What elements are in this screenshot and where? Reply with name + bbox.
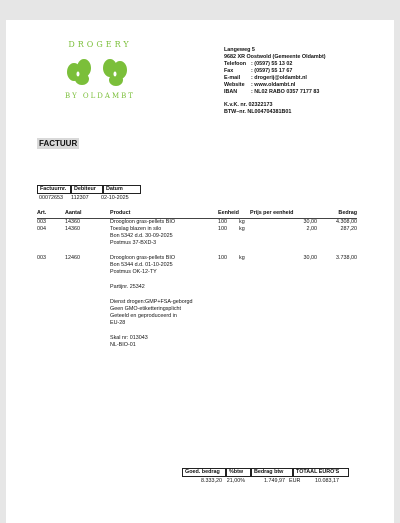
table-row xyxy=(37,226,357,233)
meta-header-datum: Datum xyxy=(103,185,141,194)
cell-prijs: 30,00 xyxy=(303,255,317,261)
company-btw: BTW–nr. NL004704381B01 xyxy=(224,109,292,115)
company-row-key: IBAN xyxy=(224,89,238,95)
document-title: FACTUUR xyxy=(39,139,78,148)
cell-eenheid: 100 xyxy=(218,226,227,232)
line-description: Bon 5344 d.d. 01-10-2025 xyxy=(110,262,173,268)
company-kvk: K.v.K. nr. 02322173 xyxy=(224,102,273,108)
items-header xyxy=(37,210,357,219)
cell-aantal: 12460 xyxy=(65,255,80,261)
totals-currency: EUR xyxy=(289,478,301,484)
totals-goed: 8.333,20 xyxy=(201,478,222,484)
cell-art: 004 xyxy=(37,226,46,232)
line-description: Bon 5342 d.d. 30-09-2025 xyxy=(110,233,173,239)
frame-top xyxy=(0,0,400,20)
clover-leaves-icon xyxy=(60,52,140,92)
cell-eenheid: 100 xyxy=(218,255,227,261)
meta-value-factuurnr: 00072653 xyxy=(39,195,63,201)
company-row-value: : NL02 RABO 0357 7177 83 xyxy=(251,89,320,95)
totals-header-btw-amount: Bedrag btw xyxy=(251,468,293,477)
cell-unit: kg xyxy=(239,255,245,261)
totals-header-total: TOTAAL EURO'S xyxy=(293,468,349,477)
logo-text-top: DROGERY xyxy=(68,40,132,49)
totals-btw-pct: 21,00% xyxy=(226,478,245,484)
cell-unit: kg xyxy=(239,219,245,225)
totals-total-cell xyxy=(287,478,341,485)
company-logo xyxy=(40,40,160,110)
meta-value-datum: 02-10-2025 xyxy=(101,195,129,201)
company-city: 9682 XR Oostwold (Gemeente Oldambt) xyxy=(224,54,326,60)
meta-header-debiteur: Debiteur xyxy=(71,185,103,194)
header-aantal: Aantal xyxy=(65,210,82,216)
table-row xyxy=(37,219,357,226)
totals-total: 10.083,17 xyxy=(315,478,339,484)
meta-header-factuurnr: Factuurnr. xyxy=(37,185,71,194)
header-product: Product xyxy=(110,210,131,216)
cell-aantal: 14360 xyxy=(65,226,80,232)
cell-eenheid: 100 xyxy=(218,219,227,225)
company-row-key: Fax xyxy=(224,68,234,74)
frame-left xyxy=(0,0,6,523)
invoice-totals xyxy=(182,468,349,485)
skal-line: Skal nr: 013043 xyxy=(110,335,148,341)
note-line: Geteeld en geproduceerd in xyxy=(110,313,177,319)
company-row xyxy=(224,75,326,82)
header-eenheid: Eenheid xyxy=(218,210,239,216)
company-row-value: : (0597) 55 13 02 xyxy=(251,61,293,67)
line-description: Postmus 37-BXD-3 xyxy=(110,240,157,246)
cell-bedrag: 3.738,00 xyxy=(336,255,357,261)
company-row xyxy=(224,61,326,68)
table-row xyxy=(37,255,357,262)
cell-product: Toeslag blazen in silo xyxy=(110,226,162,232)
frame-right xyxy=(394,0,400,523)
cell-prijs: 2,00 xyxy=(306,226,317,232)
invoice-items xyxy=(37,210,357,349)
company-row xyxy=(224,89,326,96)
note-line: Geen GMO-etiketteringsplicht xyxy=(110,306,182,312)
totals-header-btw-pct: %btw xyxy=(226,468,251,477)
logo-text-bottom: BY OLDAMBT xyxy=(65,92,135,100)
cell-bedrag: 4.308,00 xyxy=(336,219,357,225)
company-row-key: Telefoon xyxy=(224,61,247,67)
company-row-value: : www.oldambt.nl xyxy=(251,82,296,88)
invoice-meta xyxy=(37,185,141,202)
meta-value-debiteur: 112307 xyxy=(71,195,89,201)
cell-prijs: 30,00 xyxy=(303,219,317,225)
cell-art: 003 xyxy=(37,219,46,225)
header-bedrag: Bedrag xyxy=(338,210,357,216)
cell-art: 003 xyxy=(37,255,46,261)
company-row xyxy=(224,82,326,89)
cell-bedrag: 287,20 xyxy=(340,226,357,232)
note-line: EU-28 xyxy=(110,320,126,326)
totals-header-goed: Goed. bedrag xyxy=(182,468,226,477)
company-row-value: : (0597) 55 17 67 xyxy=(251,68,293,74)
cell-aantal: 14360 xyxy=(65,219,80,225)
cell-unit: kg xyxy=(239,226,245,232)
partij-number: Partijnr. 25342 xyxy=(110,284,145,290)
company-row-key: Website xyxy=(224,82,245,88)
company-row-value: : drogerij@oldambt.nl xyxy=(251,75,307,81)
cell-product: Droogloon gras-pellets BIO xyxy=(110,255,176,261)
company-street: Langeweg 5 xyxy=(224,47,255,53)
company-details xyxy=(224,47,326,116)
header-art: Art. xyxy=(37,210,47,216)
company-row-key: E-mail xyxy=(224,75,241,81)
skal-line: NL-BIO-01 xyxy=(110,342,136,348)
header-prijs: Prijs per eenheid xyxy=(250,210,294,216)
line-description: Postmus OK-12-TY xyxy=(110,269,157,275)
totals-btw-amount: 1.749,97 xyxy=(264,478,285,484)
company-row xyxy=(224,68,326,75)
note-line: Dienst drogen:GMP+FSA-geborgd xyxy=(110,299,193,305)
cell-product: Droogloon gras-pellets BIO xyxy=(110,219,176,225)
